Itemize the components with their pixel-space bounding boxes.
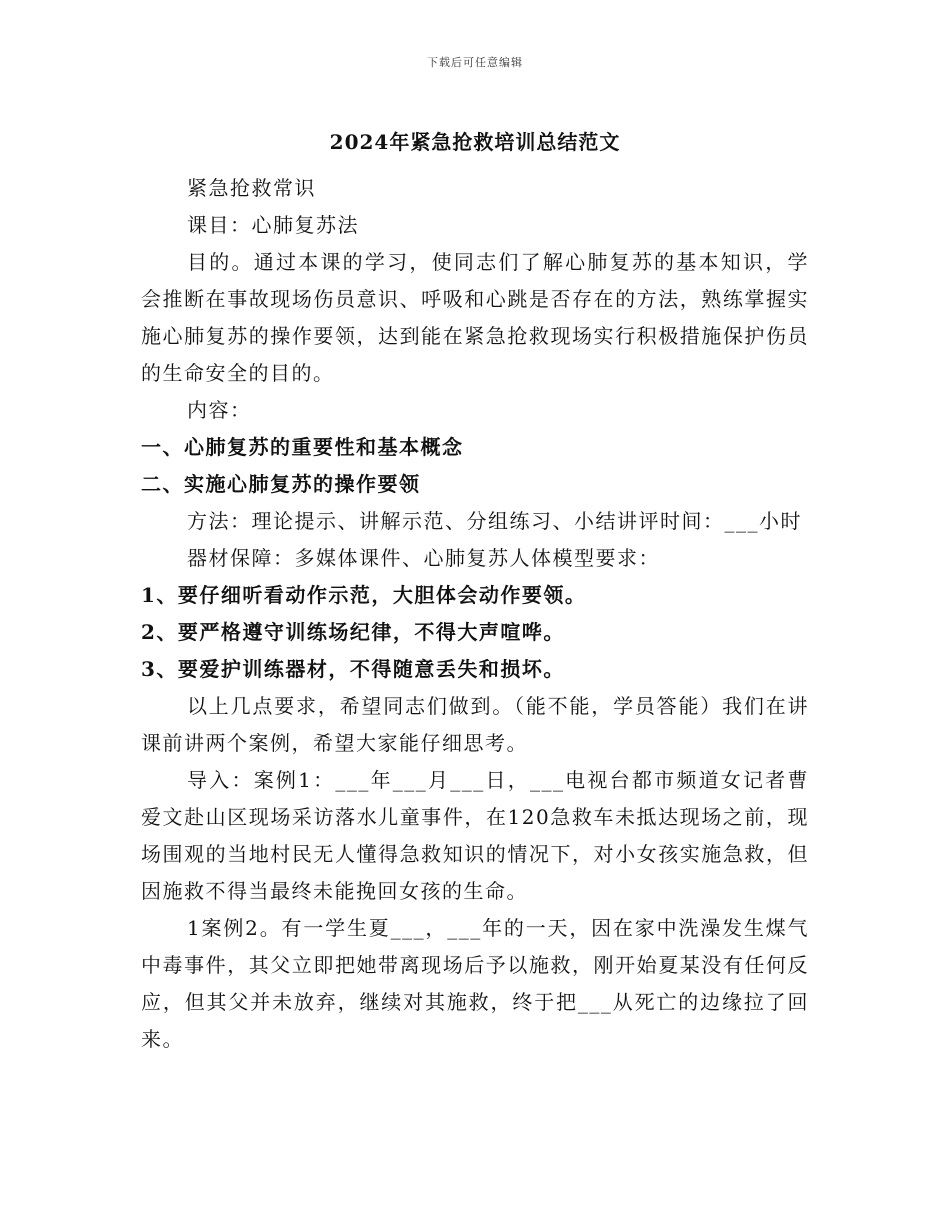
paragraph-purpose: 目的。通过本课的学习，使同志们了解心肺复苏的基本知识，学会推断在事故现场伤员意识、呼吸和心跳是否存在的方法，熟练掌握实施心肺复苏的操作要领，达到能在紧急抢救现场实行积极措施保护伤员的生命安全的目的。 — [141, 250, 809, 385]
requirement-item-2: 2、要严格遵守训练场纪律，不得大声喧哗。 — [141, 620, 565, 644]
heading-part-one: 一、心肺复苏的重要性和基本概念 — [141, 435, 464, 459]
paragraph-subject: 课目：心肺复苏法 — [187, 213, 359, 237]
paragraph-case-2: 1案例2。有一学生夏___，___年的一天，因在家中洗澡发生煤气中毒事件，其父立即把她带离现场后予以施救，刚开始夏某没有任何反应，但其父并未放弃，继续对其施救，终于把___从死亡的边缘拉了回来。 — [141, 916, 809, 1051]
paragraph-method: 方法：理论提示、讲解示范、分组练习、小结讲评时间：___小时 — [187, 509, 802, 533]
paragraph-equipment: 器材保障：多媒体课件、心肺复苏人体模型要求： — [187, 546, 660, 570]
paragraph-case-1: 导入：案例1：___年___月___日，___电视台都市频道女记者曹爱文赴山区现场采访落水儿童事件，在120急救车未抵达现场之前，现场围观的当地村民无人懂得急救知识的情况下，对小女孩实施急救，但因施救不得当最终未能挽回女孩的生命。 — [141, 768, 809, 903]
paragraph-requirements-summary: 以上几点要求，希望同志们做到。（能不能，学员答能）我们在讲课前讲两个案例，希望大家能仔细思考。 — [141, 694, 809, 755]
requirement-item-3: 3、要爱护训练器材，不得随意丢失和损坏。 — [141, 657, 565, 681]
header-note: 下载后可任意编辑 — [427, 56, 523, 69]
paragraph-content-label: 内容： — [187, 398, 252, 422]
heading-part-two: 二、实施心肺复苏的操作要领 — [141, 472, 421, 496]
document-title: 2024年紧急抢救培训总结范文 — [329, 130, 621, 154]
paragraph-section-heading: 紧急抢救常识 — [187, 176, 316, 200]
requirement-item-1: 1、要仔细听看动作示范，大胆体会动作要领。 — [141, 583, 587, 607]
document-body — [141, 170, 809, 1058]
